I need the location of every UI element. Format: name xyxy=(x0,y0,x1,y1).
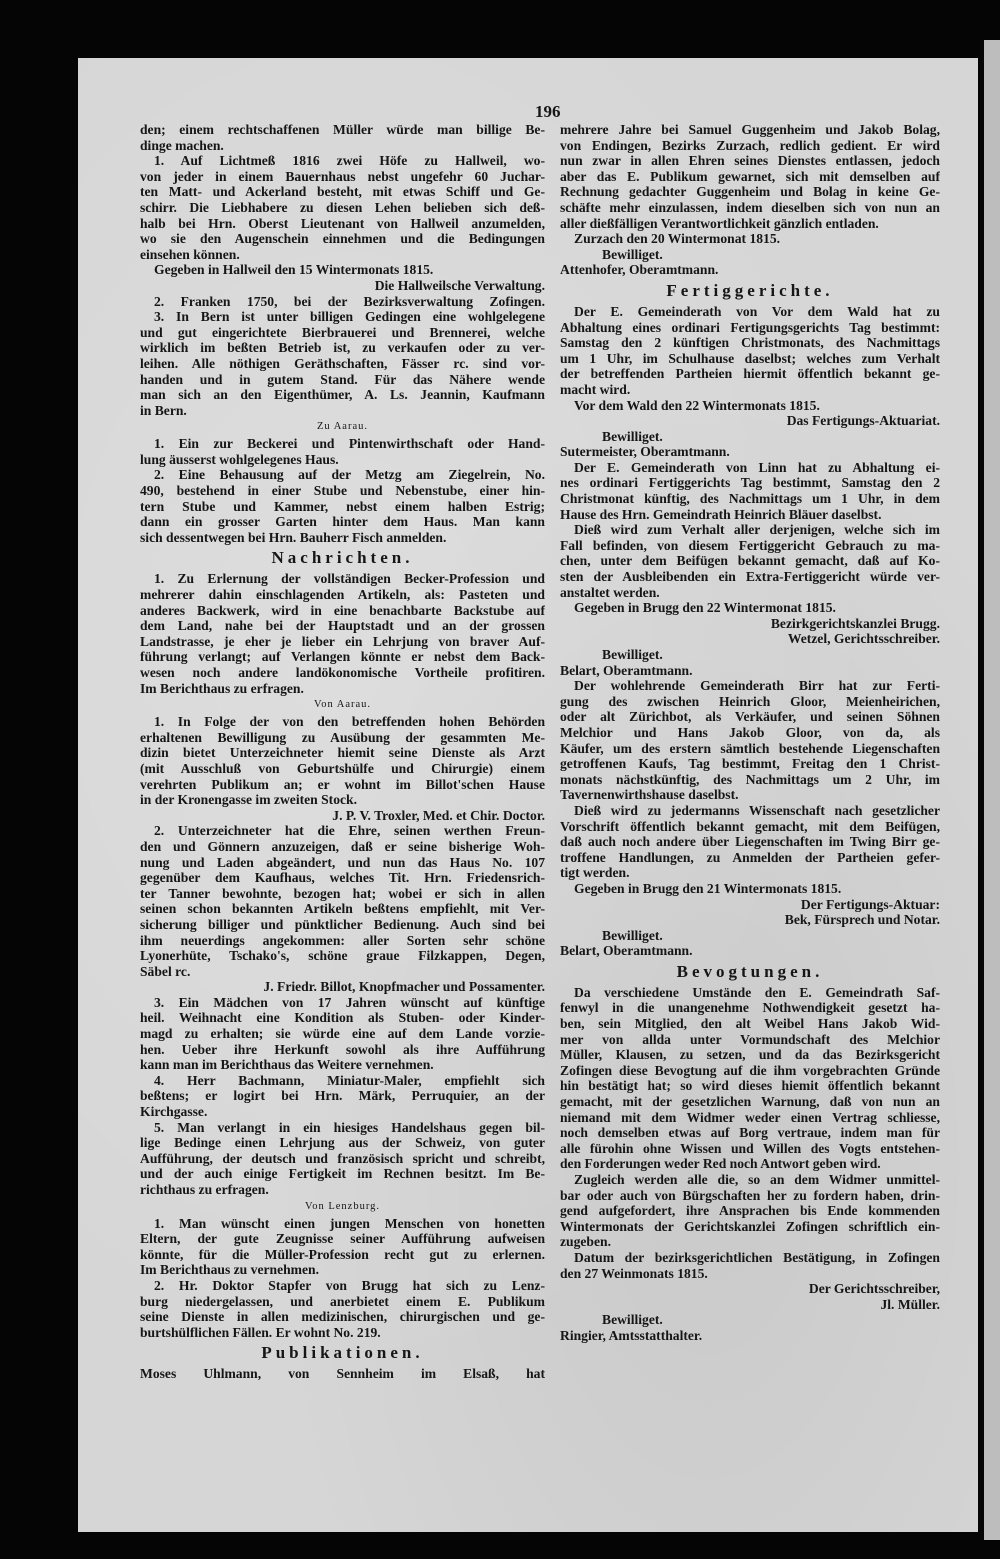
text-line: (mit Ausschluß von Geburtshülfe und Chirurgie) einem xyxy=(140,760,545,776)
text-line: gend aufgefordert, ihre Ansprachen bis Ende kommenden xyxy=(560,1203,940,1219)
text-line: mehrerer dahin einschlagenden Artikeln, als: Pasteten und xyxy=(140,587,545,603)
text-line: fenwyl in die unangenehme Nothwendigkeit gesetzt ha- xyxy=(560,1000,940,1016)
text-line: 1. Man wünscht einen jungen Menschen von honetten xyxy=(154,1215,545,1231)
text-line: von jeder in einem Bauernhaus nebst ungefehr 60 Juchar- xyxy=(140,168,545,184)
text-line: Belart, Oberamtmann. xyxy=(560,943,693,959)
text-line: troffene Handlungen, zu Anmelden der Partheien gefer- xyxy=(560,849,940,865)
text-line: Belart, Oberamtmann. xyxy=(560,662,693,678)
text-line: gung des zwischen Heinrich Gloor, Meienheirichen, xyxy=(560,693,940,709)
text-line: Eltern, der gute Zeugnisse seiner Aufführung aufweisen xyxy=(140,1231,545,1247)
signature-line: J. Friedr. Billot, Knopfmacher und Possamenter. xyxy=(263,979,545,995)
text-line: 490, bestehend in einer Stube und Nebenstube, einer hin- xyxy=(140,483,545,499)
text-line: Der wohlehrende Gemeinderath Birr hat zur Ferti- xyxy=(574,678,940,694)
text-line: ihm neuerdings angekommen: aller Sorten sehr schöne xyxy=(140,932,545,948)
text-line: in der Kronengasse im zweiten Stock. xyxy=(140,792,357,808)
text-line: noch demselben etwas auf Borg vertraue, indem man für xyxy=(560,1125,940,1141)
text-line: Im Berichthaus zu vernehmen. xyxy=(140,1262,319,1278)
text-line: ten Matt- und Ackerland besteht, mit etwas Schiff und Ge- xyxy=(140,184,545,200)
text-line: mehrere Jahre bei Samuel Guggenheim und Jakob Bolag, xyxy=(560,122,940,137)
text-line: tern Stube und Kammer, nebst einem halben Estrig; xyxy=(140,498,545,514)
text-line: Bewilliget. xyxy=(602,1312,663,1328)
text-line: chen, unter dem Beifügen bekannt gemacht, daß auf Ko- xyxy=(560,553,940,569)
text-line: nun zwar in allen Ehren seines Dienstes entlassen, jedoch xyxy=(560,153,940,169)
text-line: burtshülflichen Fällen. Er wohnt No. 219. xyxy=(140,1324,381,1340)
text-line: Rechnung gedachter Guggenheim und Bolag in keine Ge- xyxy=(560,184,940,200)
text-line: nung und Laden abgeändert, und nun das Haus No. 107 xyxy=(140,854,545,870)
text-line: leihen. Alle nöthigen Geräthschaften, Fässer rc. sind vor- xyxy=(140,355,545,371)
text-line: Vorschrift öffentlich bekannt gemacht, mit dem Beifügen, xyxy=(560,818,940,834)
text-line: Abhaltung eines ordinari Fertigungsgerichts Tag bestimmt: xyxy=(560,319,940,335)
text-line: handen und in gutem Stand. Für das Nähere wende xyxy=(140,371,545,387)
text-line: 1. Auf Lichtmeß 1816 zwei Höfe zu Hallweil, wo- xyxy=(154,153,545,169)
text-line: führung verlangt; auf Verlangen könnte er nebst dem Back- xyxy=(140,649,545,665)
text-line: zugeben. xyxy=(560,1234,611,1250)
text-line: Hause des Hrn. Gemeindrath Heinrich Bläuer daselbst. xyxy=(560,506,882,522)
text-line: Gegeben in Brugg den 22 Wintermonat 1815. xyxy=(574,600,836,616)
text-line: Im Berichthaus zu erfragen. xyxy=(140,680,304,696)
text-line: 2. Hr. Doktor Stapfer von Brugg hat sich zu Lenz- xyxy=(154,1277,545,1293)
text-line: daß auch noch andere über Liegenschaften im Twing Birr ge- xyxy=(560,834,940,850)
text-line: 5. Man verlangt in ein hiesiges Handelshaus gegen bil- xyxy=(154,1119,545,1135)
text-line: Vor dem Wald den 22 Wintermonats 1815. xyxy=(574,397,820,413)
text-line: dem Land, nahe bei der Hauptstadt und an der grossen xyxy=(140,618,545,634)
signature-line: Der Gerichtsschreiber, xyxy=(808,1281,940,1297)
text-line: 1. Ein zur Beckerei und Pintenwirthschaft oder Hand- xyxy=(154,436,545,452)
text-line: Dieß wird zum Verhalt aller derjenigen, welche sich im xyxy=(574,522,940,538)
text-line: dann ein grosser Garten hinter dem Haus. Man kann xyxy=(140,514,545,530)
section-heading: Fertiggerichte. xyxy=(666,280,834,300)
signature-line: Der Fertigungs-Aktuar: xyxy=(800,896,940,912)
text-line: Gegeben in Brugg den 21 Wintermonats 1815. xyxy=(574,880,842,896)
signature-line: Jl. Müller. xyxy=(880,1296,940,1312)
text-line: Der E. Gemeinderath von Linn hat zu Abhaltung ei- xyxy=(574,459,940,475)
text-line: gegenüber dem Kaufhaus, welches Tit. Hrn. Friedensrich- xyxy=(140,870,545,886)
text-line: den 27 Weinmonats 1815. xyxy=(560,1265,708,1281)
text-line: schäfte mehr einzulassen, indem dieselben sich von nun an xyxy=(560,199,940,215)
text-line: richthaus zu erfragen. xyxy=(140,1182,269,1197)
text-line: ben, sein Mitglied, den alt Weibel Hans Jakob Wid- xyxy=(560,1016,940,1032)
text-line: mer von allda unter Vormundschaft des Melchior xyxy=(560,1031,940,1047)
text-line: gemacht, mit der gesetzlichen Warnung, daß von nun an xyxy=(560,1094,940,1110)
signature-line: Das Fertigungs-Aktuariat. xyxy=(786,413,940,429)
text-line: der betreffenden Partheien hiermit öffentlich bekannt ge- xyxy=(560,366,940,382)
text-line: Attenhofer, Oberamtmann. xyxy=(560,262,719,278)
text-line: von Endingen, Bezirks Zurzach, redlich gedient. Er wird xyxy=(560,137,940,153)
place-subheading: Zu Aarau. xyxy=(317,421,368,433)
text-line: sten der Ausbleibenden ein Extra-Fertiggericht würde ver- xyxy=(560,569,940,585)
right-column xyxy=(560,122,940,1344)
text-line: seinen schon bekannten Artikeln beßtens empfiehlt, mit Ver- xyxy=(140,901,545,917)
text-line: 1. In Folge der von den betreffenden hohen Behörden xyxy=(154,714,545,730)
text-line: tigt werden. xyxy=(560,865,630,881)
section-heading: Bevogtungen. xyxy=(676,961,824,981)
text-line: in Bern. xyxy=(140,402,187,418)
text-line: Zurzach den 20 Wintermonat 1815. xyxy=(574,231,781,247)
text-line: anstaltet werden. xyxy=(560,584,660,600)
text-line: Kirchgasse. xyxy=(140,1104,208,1120)
text-line: seine Dienste in allen medizinischen, chirurgischen und ge- xyxy=(140,1309,545,1325)
text-line: 3. Ein Mädchen von 17 Jahren wünscht auf künftige xyxy=(154,994,545,1010)
text-line: schirr. Die Liebhabere zu diesen Lehen belieben sich deß- xyxy=(140,199,545,215)
text-line: alle fürohin ohne Wissen und Willen des Vogts entstehen- xyxy=(560,1140,940,1156)
text-line: Samstag den 2 künftigen Christmonats, des Nachmittags xyxy=(560,335,940,351)
text-line: sich dessentwegen bei Hrn. Bauherr Fisch anmelden. xyxy=(140,529,447,545)
text-line: heil. Weihnacht eine Kondition als Stuben- oder Kinder- xyxy=(140,1010,545,1026)
text-line: Lyonerhüte, Tschako's, schöne graue Filzkappen, Degen, xyxy=(140,948,545,964)
text-line: Melchior und Hans Jakob Gloor, von da, als xyxy=(560,724,940,740)
text-line: Müller, Klausen, zu setzen, und da das Bezirksgericht xyxy=(560,1047,940,1063)
text-line: aller dießfälligen Verantwortlichkeit gänzlich entladen. xyxy=(560,215,879,231)
text-line: 2. Eine Behausung auf der Metzg am Ziegelrein, No. xyxy=(154,467,545,483)
text-line: erhaltenen Bewilligung zu Ausübung der gesammten Me- xyxy=(140,729,545,745)
text-line: Zofingen diese Bevogtung auf die ihm vorgebrachten Gründe xyxy=(560,1062,940,1078)
text-line: man sich an den Eigenthümer, A. Ls. Jeannin, Kaufmann xyxy=(140,387,545,403)
section-heading: Publikationen. xyxy=(261,1343,424,1363)
text-line: monats nächstkünftig, des Nachmittags um 2 Uhr, im xyxy=(560,771,940,787)
left-column xyxy=(140,122,545,1382)
text-line: den und Gönnern anzuzeigen, daß er seine bisherige Woh- xyxy=(140,838,545,854)
text-line: wesen noch andere landökonomische Vortheile profitiren. xyxy=(140,665,545,680)
text-line: sicherung billiger und pünktlicher Bedienung. Auch sind bei xyxy=(140,916,545,932)
text-line: wo sie den Augenschein einnehmen und die Bedingungen xyxy=(140,231,545,247)
text-line: Wintermonats der Gerichtskanzlei Zofingen schriftlich ein- xyxy=(560,1218,940,1234)
text-line: 2. Unterzeichneter hat die Ehre, seinen werthen Freun- xyxy=(154,823,545,839)
text-line: lung äusserst wohlgelegenes Haus. xyxy=(140,451,339,467)
text-line: Tavernenwirthshause daselbst. xyxy=(560,787,739,803)
text-line: Landstrasse, je eher je lieber ein Lehrjung von braver Auf- xyxy=(140,633,545,649)
text-line: Der E. Gemeinderath von Vor dem Wald hat zu xyxy=(574,303,940,319)
text-line: Sutermeister, Oberamtmann. xyxy=(560,444,730,460)
text-line: niemand mit dem Widmer weder einen Vertrag schliesse, xyxy=(560,1109,940,1125)
text-line: und der auch einige Fertigkeit im Rechnen besitzt. Im Be- xyxy=(140,1166,545,1182)
text-line: lige Bedinge einen Lehrjung aus der Schweiz, von guter xyxy=(140,1135,545,1151)
text-line: hin bestätigt hat; so wird dieses hiemit öffentlich bekannt xyxy=(560,1078,940,1094)
text-line: wirklich im beßten Betrieb ist, zu verkaufen oder zu ver- xyxy=(140,340,545,356)
text-line: Fall befinden, von diesem Fertiggericht Gebrauch zu ma- xyxy=(560,537,940,553)
text-line: einsehen können. xyxy=(140,246,240,262)
text-line: 3. In Bern ist unter billigen Gedingen eine wohlgelegene xyxy=(154,309,545,325)
text-line: Ringier, Amtsstatthalter. xyxy=(560,1327,703,1343)
text-line: nes ordinari Fertiggerichts Tag bestimmt, Samstag den 2 xyxy=(560,475,940,491)
text-line: magd zu erhalten; sie würde eine auf dem Lande vorzie- xyxy=(140,1026,545,1042)
text-line: Bewilliget. xyxy=(602,927,663,943)
text-line: Moses Uhlmann, von Sennheim im Elsaß, hat xyxy=(140,1366,545,1382)
section-heading: Nachrichten. xyxy=(271,548,414,568)
text-line: getroffenen Kaufs, Tag bestimmt, Freitag den 1 Christ- xyxy=(560,756,940,772)
text-line: beßtens; er logirt bei Hrn. Märk, Perruquier, an der xyxy=(140,1088,545,1104)
text-line: und gut eingerichtete Bierbrauerei und Brennerei, welche xyxy=(140,324,545,340)
signature-line: Bek, Fürsprech und Notar. xyxy=(784,912,940,928)
text-line: 2. Franken 1750, bei der Bezirksverwaltung Zofingen. xyxy=(154,293,545,309)
adjacent-page-edge xyxy=(984,40,1000,1540)
text-line: 1. Zu Erlernung der vollständigen Becker-Profession und xyxy=(154,571,545,587)
page-number: 196 xyxy=(535,102,561,121)
text-line: Gegeben in Hallweil den 15 Wintermonats 1815. xyxy=(154,262,434,278)
text-line: oder alt Zürichbot, als Verkäufer, und seinen Söhnen xyxy=(560,709,940,725)
place-subheading: Von Aarau. xyxy=(313,699,372,711)
text-line: könnte, für die Müller-Profession recht gut zu erlernen. xyxy=(140,1246,545,1262)
text-line: Säbel rc. xyxy=(140,963,191,979)
text-line: hen. Ueber ihre Herkunft sowohl als ihre Aufführung xyxy=(140,1041,545,1057)
text-line: dizin bietet Unterzeichneter hiemit seine Dienste als Arzt xyxy=(140,745,545,761)
text-line: Bewilliget. xyxy=(602,428,663,444)
text-line: den Forderungen weder Red noch Antwort geben wird. xyxy=(560,1156,881,1172)
text-line: bar oder auch von Bürgschaften her zu fordern haben, drin- xyxy=(560,1187,940,1203)
text-line: Käufer, um des erstern sämtlich bestehende Liegenschaften xyxy=(560,740,940,756)
text-line: Da verschiedene Umstände den E. Gemeindrath Saf- xyxy=(574,984,940,1000)
signature-line: Bezirkgerichtskanzlei Brugg. xyxy=(770,615,940,631)
text-line: Aufführung, der deutsch und französisch spricht und schreibt, xyxy=(140,1150,545,1166)
text-line: verehrten Publikum an; er wohnt im Billot'schen Hause xyxy=(140,776,545,792)
text-line: Bewilliget. xyxy=(602,246,663,262)
text-line: Christmonat künftig, des Nachmittags um 1 Uhr, in dem xyxy=(560,491,940,507)
text-line: anderes Backwerk, wird in eine benachbarte Backstube auf xyxy=(140,602,545,618)
signature-line: Wetzel, Gerichtsschreiber. xyxy=(787,631,940,647)
text-line: Datum der bezirksgerichtlichen Bestätigung, in Zofingen xyxy=(574,1249,940,1265)
text-line: aber das E. Publikum gewarnet, sich mit demselben auf xyxy=(560,168,940,184)
text-line: Dieß wird zu jedermanns Wissenschaft nach gesetzlicher xyxy=(574,802,940,818)
text-line: burg niedergelassen, und anerbietet einem E. Publikum xyxy=(140,1293,545,1309)
text-line: um 1 Uhr, im Schulhause daselbst; welches zum Verhalt xyxy=(560,350,940,366)
text-line: halb bei Hrn. Oberst Lieutenant von Hallweil anzumelden, xyxy=(140,215,545,231)
text-line: ter Tanner bewohnte, bezogen hat; wobei er sich in allen xyxy=(140,885,545,901)
text-line: macht wird. xyxy=(560,381,631,397)
place-subheading: Von Lenzburg. xyxy=(304,1200,381,1212)
text-line: den; einem rechtschaffenen Müller würde man billige Be- xyxy=(140,122,545,137)
text-line: kann man im Berichthaus das Weitere vernehmen. xyxy=(140,1057,434,1073)
text-line: Zugleich werden alle die, so an dem Widmer unmittel- xyxy=(574,1172,940,1187)
signature-line: Die Hallweilsche Verwaltung. xyxy=(374,277,545,293)
text-line: Bewilliget. xyxy=(602,647,663,662)
signature-line: J. P. V. Troxler, Med. et Chir. Doctor. xyxy=(332,807,545,823)
text-line: 4. Herr Bachmann, Miniatur-Maler, empfiehlt sich xyxy=(154,1072,545,1088)
text-line: dinge machen. xyxy=(140,137,224,153)
